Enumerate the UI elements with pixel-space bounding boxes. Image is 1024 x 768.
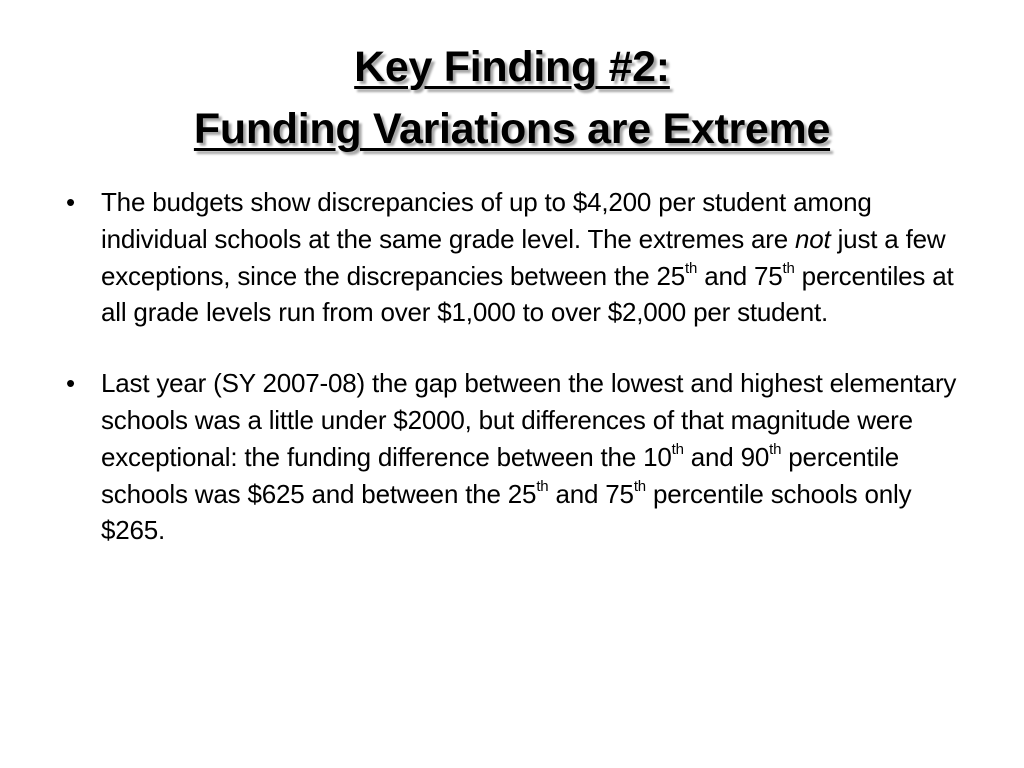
title-line-1: Key Finding #2:: [354, 43, 670, 91]
bullet2-superscript-2: th: [769, 441, 782, 459]
bullet-list: [66, 184, 966, 549]
bullet2-text-3: percentile schools was $625 and between the 25: [101, 441, 899, 509]
bullet2-text-4: and 75: [548, 478, 634, 509]
bullet1-superscript-2: th: [782, 259, 795, 277]
slide-title: [40, 36, 984, 160]
bullet-item-budget-discrepancies: [66, 184, 966, 331]
bullet1-text-3: and 75: [697, 260, 783, 291]
bullet2-text-1: Last year (SY 2007-08) the gap between the lowest and highest elementary schools was a little under $2000, but differences of that magnitude were exceptional: the funding difference between the 10: [101, 368, 957, 472]
bullet2-superscript-4: th: [633, 477, 646, 495]
bullet-item-last-year-gap: [66, 365, 966, 549]
bullet2-superscript-1: th: [671, 441, 684, 459]
bullet1-text-4: percentiles at all grade levels run from over $1,000 to over $2,000 per student.: [101, 260, 954, 328]
bullet1-emphasis: not: [795, 223, 831, 254]
bullet1-text-1: The budgets show discrepancies of up to $4,200 per student among individual schools at the same grade level. The extremes are: [101, 187, 872, 254]
bullet2-superscript-3: th: [536, 477, 549, 495]
bullet1-text-2: just a few exceptions, since the discrepancies between the 25: [101, 223, 946, 291]
bullet2-text-2: and 90: [683, 441, 770, 472]
bullet2-text-5: percentile schools only $265.: [101, 478, 912, 546]
title-line-2: Funding Variations are Extreme: [193, 105, 831, 153]
bullet1-superscript-1: th: [685, 259, 698, 277]
bullet-marker: •: [66, 368, 75, 399]
bullet-marker: •: [66, 187, 75, 217]
